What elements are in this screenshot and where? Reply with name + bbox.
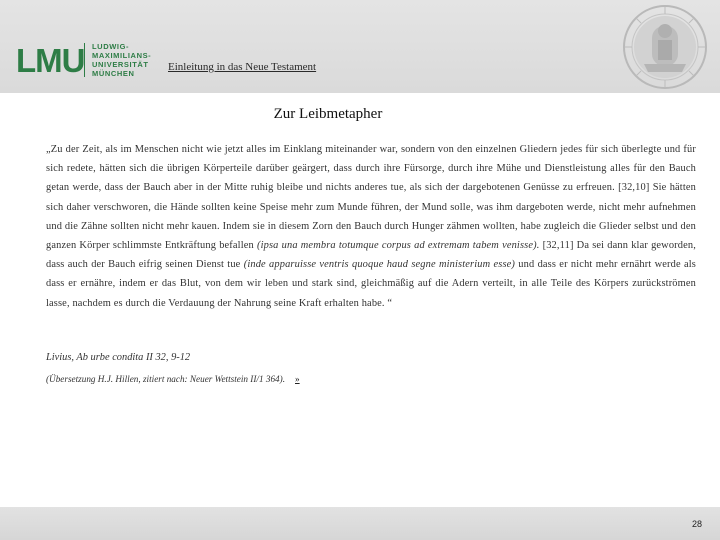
university-line: UNIVERSITÄT xyxy=(92,60,149,69)
university-seal-icon xyxy=(622,4,708,90)
university-line: MAXIMILIANS- xyxy=(92,51,152,60)
quote-text: [32,11] Da sei dann klar geworden, dass auch der Bauch eifrig seinen Dienst tue xyxy=(46,240,696,271)
hyperlink-mark[interactable]: » xyxy=(295,374,300,384)
latin-phrase: (inde apparuisse ventris quoque haud segne ministerium esse) xyxy=(243,259,516,271)
page-number: 28 xyxy=(691,519,702,529)
header-bar xyxy=(0,0,720,93)
logo-divider xyxy=(84,43,85,77)
quote-text: „Zu der Zeit, als im Menschen nicht wie jetzt alles im Einklang miteinander war, sondern von den einzelnen Gliedern jedes für sich überlegte und für sich redete, hätten sich die übrigen Körperteile darüber geärgert, dass durch ihre Fürsorge, durch ihre Mühe und Dienstleistung alles für den Bauch getan werde, dass der Bauch aber in der Mitte ruhig bleibe und nichts anderes tue, als sich der dargebotenen Genüsse zu erfreuen. [32,10] Sie hätten sich daher verschworen, die Hände sollten keine Speise mehr zum Munde führen, der Mund solle, was ihm dargeboten werde, nicht mehr aufnehmen und die Zähne sollten nicht mehr kauen. Indem sie in diesem Zorn den Bauch durch Hunger zähmen wollten, habe zugleich die Glieder selbst und den ganzen Körper schlimmste Entkräftung befallen xyxy=(46,144,696,252)
slide-title: Zur Leibmetapher xyxy=(273,106,383,122)
translation-text: (Übersetzung H.J. Hillen, zitiert nach: Neuer Wettstein II/1 364). xyxy=(46,374,286,384)
quote-text: und dass er nicht mehr ernährt werde als dass er ernähre, indem er das Blut, von dem wir leben und stark sind, gleichmäßig auf die Adern verteilt, in alle Teile des Körpers zurückströmen lasse, nachdem es durch die Verdauung der Nahrung seine Kraft erhalten habe. “ xyxy=(46,259,696,309)
course-title: Einleitung in das Neue Testament xyxy=(168,61,317,73)
translation-note xyxy=(46,374,300,384)
university-name xyxy=(92,42,151,78)
footer-bar xyxy=(0,507,720,540)
latin-phrase: (ipsa una membra totumque corpus ad extremam tabem venisse). xyxy=(256,240,540,252)
quote-paragraph xyxy=(46,140,696,313)
university-line: LUDWIG- xyxy=(92,42,130,51)
lmu-logo: LMU xyxy=(16,42,85,79)
source-citation: Livius, Ab urbe condita II 32, 9-12 xyxy=(46,352,191,363)
university-line: MÜNCHEN xyxy=(92,69,135,78)
